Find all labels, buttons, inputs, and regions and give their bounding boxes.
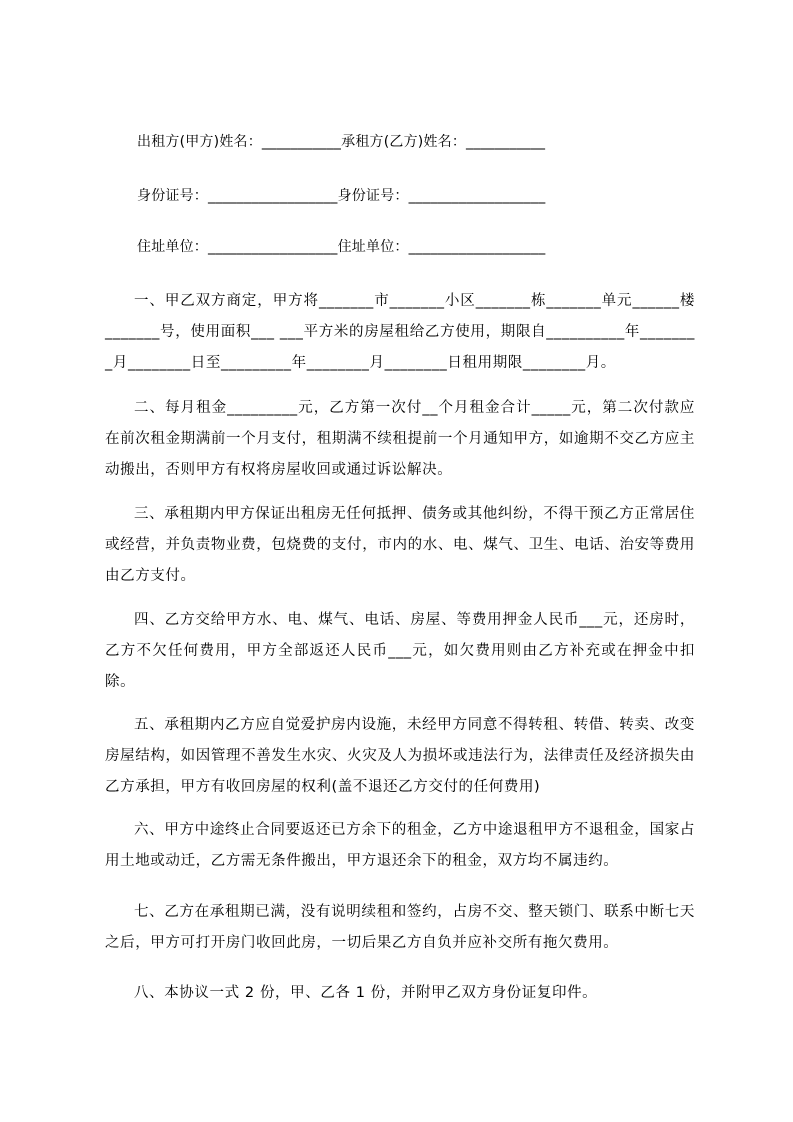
clause-4-deposit: 四、乙方交给甲方水、电、煤气、电话、房屋、等费用押金人民币___元，还房时，乙方不欠任何费用，甲方全部返还人民币___元，如欠费用则由乙方补充或在押金中扣除。	[105, 612, 695, 690]
clause-5-tenant-obligations: 五、承租期内乙方应自觉爱护房内设施，未经甲方同意不得转租、转借、转卖、改变房屋结构，如因管理不善发生水灾、火灾及人为损坏或违法行为，法律责任及经济损失由乙方承担，甲方有收回房屋的权利(盖不退还乙方交付的任何费用)	[105, 717, 695, 795]
header-line-party-names: 出租方(甲方)姓名：___________承租方(乙方)姓名：___________	[137, 134, 546, 150]
clause-7-expiry: 七、乙方在承租期已满，没有说明续租和签约，占房不交、整天锁门、联系中断七天之后，甲方可打开房门收回此房，一切后果乙方自负并应补交所有拖欠费用。	[105, 904, 695, 951]
header-line-addresses: 住址单位：__________________住址单位：___________________	[137, 239, 546, 255]
clause-8-copies: 八、本协议一式 2 份，甲、乙各 1 份，并附甲乙双方身份证复印件。	[134, 985, 598, 1001]
header-line-id-numbers: 身份证号：__________________身份证号：___________________	[137, 188, 546, 204]
clause-3-landlord-guarantee: 三、承租期内甲方保证出租房无任何抵押、债务或其他纠纷，不得干预乙方正常居住或经营，并负责物业费，包烧费的支付，市内的水、电、煤气、卫生、电话、治安等费用由乙方支付。	[105, 506, 695, 584]
clause-2-rent-payment: 二、每月租金_________元，乙方第一次付__个月租金合计_____元，第二次付款应在前次租金期满前一个月支付，租期满不续租提前一个月通知甲方，如逾期不交乙方应主动搬出，否则甲方有权将房屋收回或通过诉讼解决。	[105, 400, 695, 478]
clause-6-termination: 六、甲方中途终止合同要返还已方余下的租金，乙方中途退租甲方不退租金，国家占用土地或动迁，乙方需无条件搬出，甲方退还余下的租金，双方均不属违约。	[105, 822, 695, 869]
clause-1-lease-terms: 一、甲乙双方商定，甲方将_______市_______小区_______栋_______单元______楼_______号，使用面积___ ___平方米的房屋租给乙方使用，期限自__________年________月________日至_________年________月________日租用期限________月。	[105, 293, 695, 371]
